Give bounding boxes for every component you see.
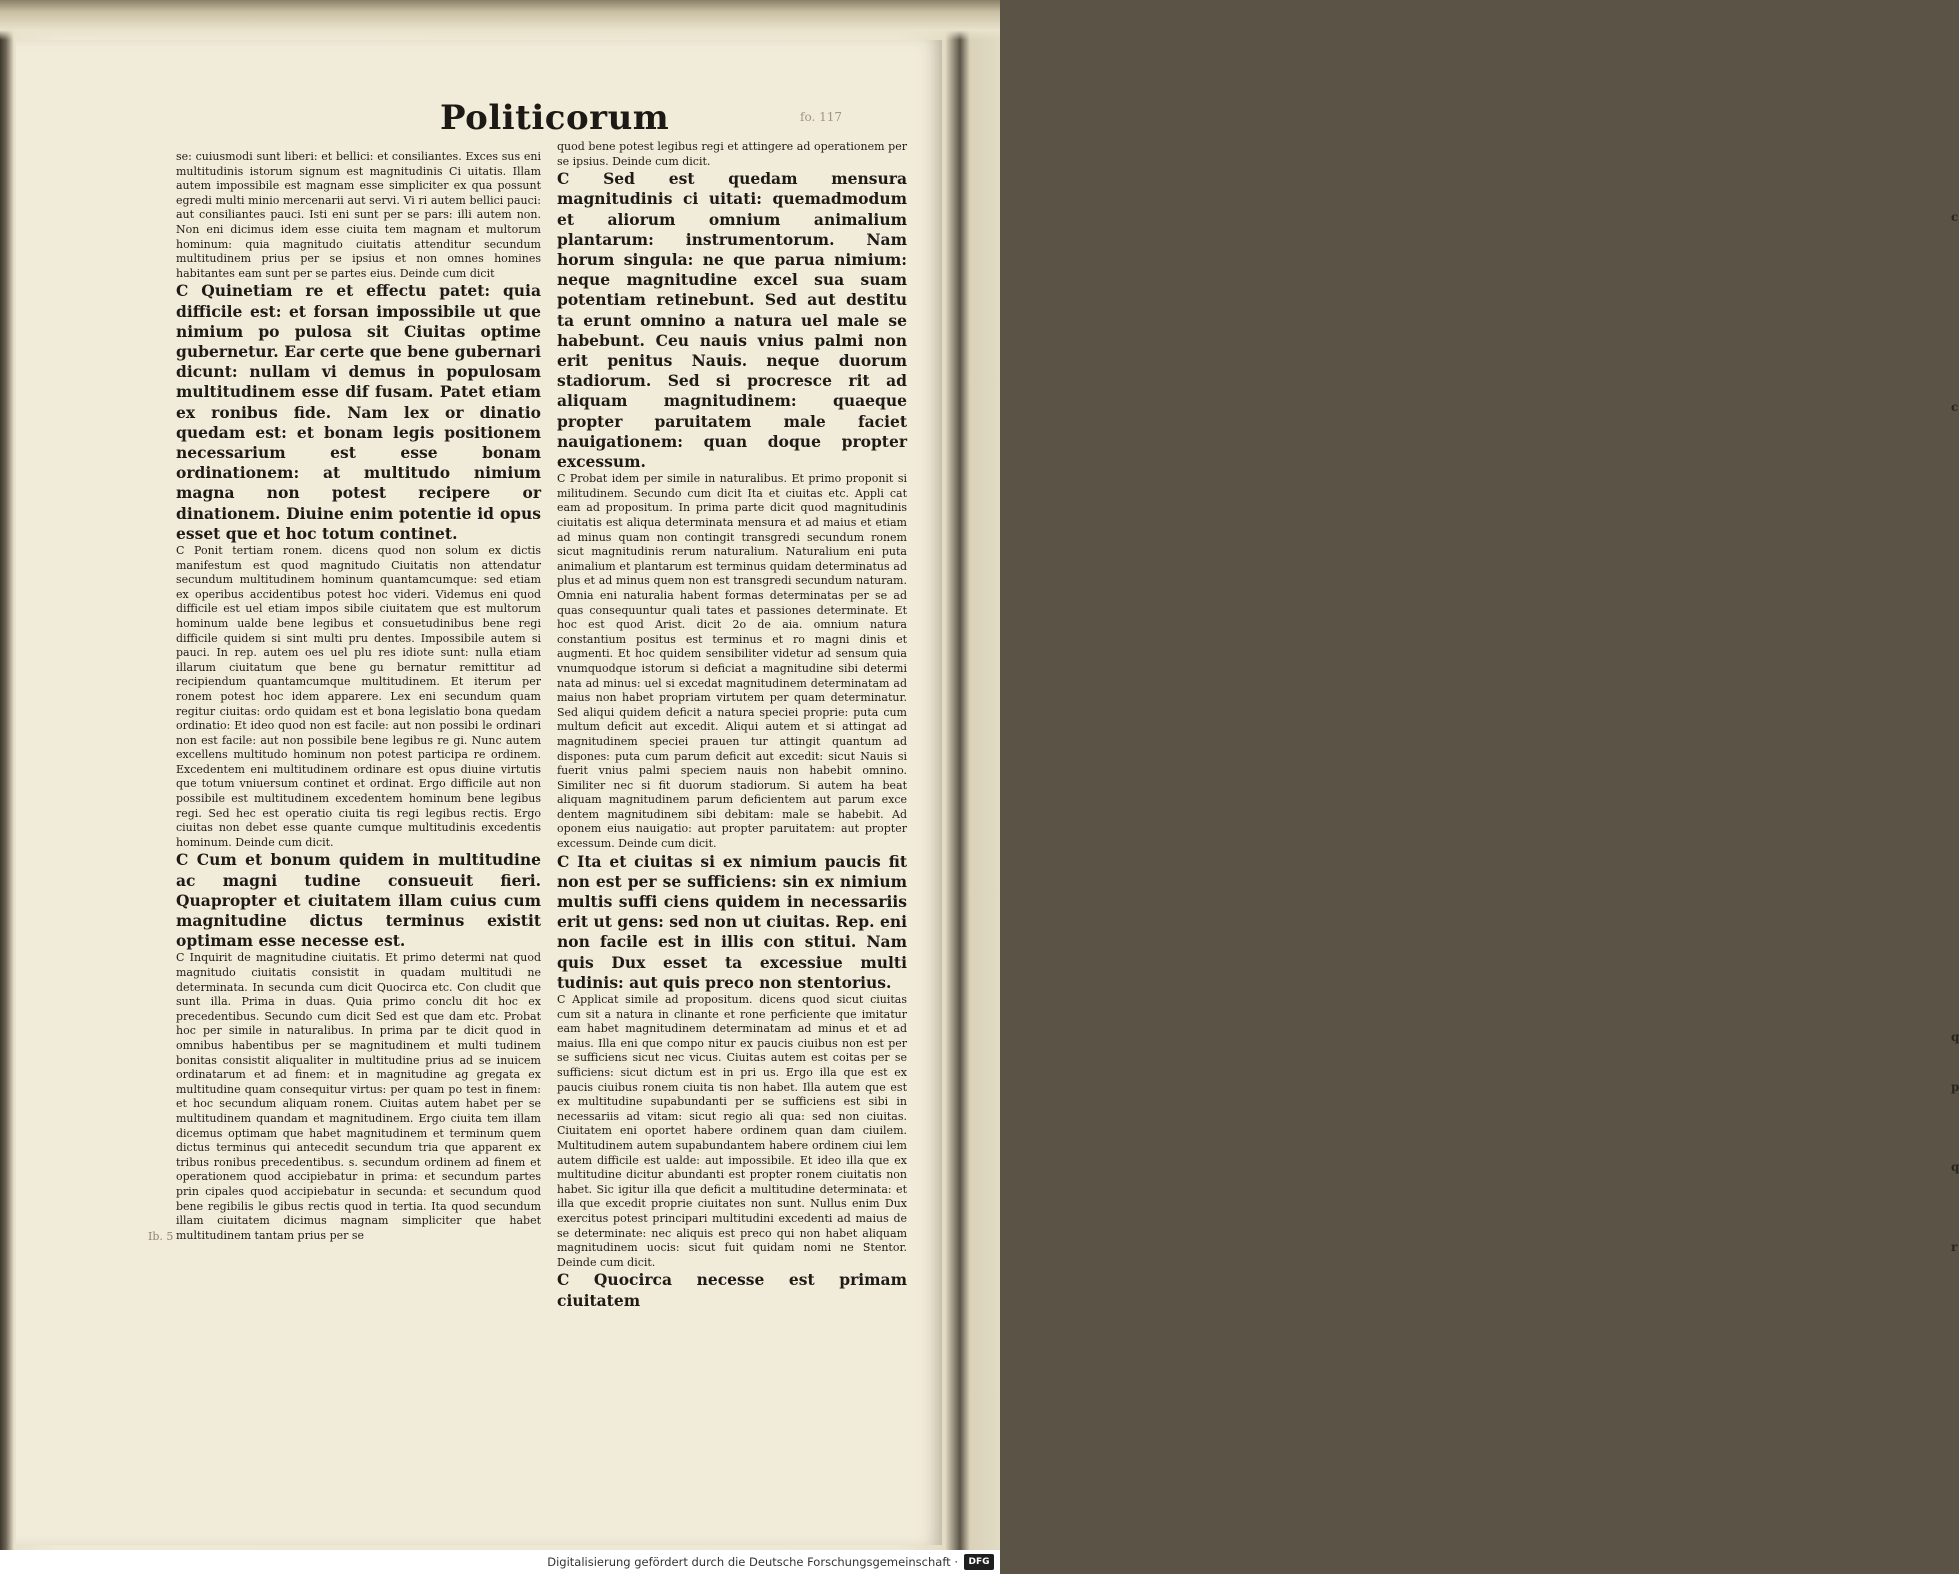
- paragraph-9: C Ita et ciuitas si ex nimium paucis fit non est per se sufficiens: sin ex nimium multis suffi ciens quidem in necessariis erit ut gens: sed non ut ciuitas. Rep. eni non facile est in illis con stitui. Nam quis Dux esset ta excessiue multi tudinis: aut quis preco non stentorius.: [557, 851, 907, 992]
- paragraph-4: C Cum et bonum quidem in multitudine ac magni tudine consueuit fieri. Quapropter et ciuitatem illam cuius cum magnitudine dictus terminus existit optimam esse necesse est.: [176, 850, 541, 951]
- facing-page-letter: p: [1951, 1080, 1959, 1094]
- paragraph-8: C Probat idem per simile in naturalibus. Et primo proponit si militudinem. Secundo cum dicit Ita et ciuitas etc. Appli cat eam ad propositum. In prima parte dicit quod magnitudinis ciuitatis est aliqua determinata mensura et ad maius et etiam ad minus quam non contingit transgredi secundum ronem sicut magnitudinis rerum naturalium. Naturalium eni puta animalium et plantarum est terminus quidam determinatus ad plus et ad minus quem non est transgredi secundum naturam. Omnia eni naturalia habent formas determinatas per se ad quas consequuntur quali tates et passiones determinate. Et hoc est quod Arist. dicit 2o de aia. omnium natura constantium positus est terminus et ro magni dinis et augmenti. Et hoc quidem sensibiliter videtur ad sensum quia vnumquodque istorum si deficiat a magnitudine sibi determi nata ad minus: uel si excedat magnitudinem determinatam ad maius non habet propriam virtutem per quam determinatur. Sed aliqui quidem deficit a natura speciei proprie: puta cum multum deficit aut excedit. Aliqui autem et si attingat ad magnitudinem speciei prauen tur attingit quantum ad dispones: puta cum parum deficit aut excedit: sicut Nauis si fuerit vnius palmi speciem nauis non habebit omnino. Similiter nec si fit duorum stadiorum. Si autem ha beat aliquam magnitudinem parum deficientem aut parum exce dentem magnitudinem sibi debitam: male se habebit. Ad oponem eius nauigatio: aut propter paruitatem: aut propter excessum. Deinde cum dicit.: [557, 472, 907, 851]
- paragraph-6: quod bene potest legibus regi et attingere ad operationem per se ipsius. Deinde cum dicit.: [557, 140, 907, 168]
- facing-page-letter: q: [1951, 1160, 1959, 1174]
- facing-page-letter: c: [1951, 210, 1959, 224]
- paragraph-11: C Quocirca necesse est primam ciuitatem: [557, 1270, 907, 1310]
- paragraph-2: C Quinetiam re et effectu patet: quia difficile est: et forsan impossibile ut que nimium po pulosa sit Ciuitas optime gubernetur. Ear certe que bene gubernari dicunt: nullam vi demus in populosam multitudinem esse dif fusam. Patet etiam ex ronibus fide. Nam lex or dinatio quedam est: et bonam legis positionem necessarium est esse bonam ordinationem: at multitudo nimium magna non potest recipere or dinationem. Diuine enim potentie id opus esset que et hoc totum continet.: [176, 281, 541, 543]
- facing-page-letter: c: [1951, 400, 1959, 414]
- paragraph-3: C Ponit tertiam ronem. dicens quod non solum ex dictis manifestum est quod magnitudo Ciuitatis non attendatur secundum multitudinem hominum quantamcumque: sed etiam ex operibus accidentibus potest hoc videri. Videmus eni quod difficile est uel etiam impos sibile ciuitatem que est multorum hominum ualde bene legibus et consuetudinibus bene regi difficile quidem si sint multi pru dentes. Impossibile autem si pauci. In rep. autem oes uel plu res idiote sunt: nulla etiam illarum ciuitatum que bene gu bernatur remittitur ad recipiendum quantamcumque multitudinem. Et iterum per ronem potest hoc idem apparere. Lex eni secundum quam regitur ciuitas: ordo quidam est et bona legislatio bona quedam ordinatio: Et ideo quod non est facile: aut non possibi le ordinari non est facile: aut non possibile bene legibus re gi. Nunc autem excellens multitudo hominum non potest participa re ordinem. Excedentem eni multitudinem ordinare est opus diuine virtutis que totum vniuersum continet et ordinat. Ergo difficile aut non possibile est multitudinem excedentem hominum bene legibus regi. Sed hec est operatio ciuita tis regi legibus rectis. Ergo ciuitas non debet esse quante cumque multitudinis excedentis hominum. Deinde cum dicit.: [176, 543, 541, 849]
- left-column: [176, 150, 541, 1243]
- footer-bar: [0, 1550, 1000, 1574]
- paragraph-5: C Inquirit de magnitudine ciuitatis. Et primo determi nat quod magnitudo ciuitatis consistit in quadam multitudi ne determinata. In secunda cum dicit Quocirca etc. Con cludit que sunt illa. Prima in duas. Quia primo conclu dit hoc ex precedentibus. Secundo cum dicit Sed est que dam etc. Probat hoc per simile in naturalibus. In prima par te dicit quod in omnibus habentibus per se magnitudinem et multi tudinem bonitas consistit aliqualiter in multitudine prius ad se inuicem ordinatarum et ad finem: et in magnitudine ag gregata ex multitudine quam consequitur virtus: per quam po test in finem: et hoc secundum aliquam ronem. Ciuitas autem habet per se multitudinem quandam et magnitudinem. Ergo ciuita tem illam dicemus optimam que habet magnitudinem et terminum quem dictus terminus qui antecedit secundum tria que apparent ex tribus ronibus precedentibus. s. secundum ordinem ad finem et operationem quod accipiebatur in prima: et secundum partes prin cipales quod accipiebatur in secunda: et secundum quod bene regibilis le gibus rectis quod in tertia. Ita quod secundum illam ciuitatem dicimus magnam simpliciter que habet multitudinem tantam prius per se: [176, 951, 541, 1242]
- right-column: [557, 140, 907, 1311]
- funding-note: Digitalisierung gefördert durch die Deutsche Forschungsgemeinschaft ·: [547, 1555, 958, 1569]
- facing-page-letter: r: [1951, 1240, 1958, 1254]
- facing-page-letter: q: [1951, 1030, 1959, 1044]
- dfg-logo: DFG: [964, 1554, 994, 1570]
- paragraph-7: C Sed est quedam mensura magnitudinis ci uitati: quemadmodum et aliorum omnium animalium plantarum: instrumentorum. Nam horum singula: ne que parua nimium: neque magnitudine excel sua suam potentiam retinebunt. Sed aut destitu ta erunt omnino a natura uel male se habebunt. Ceu nauis vnius palmi non erit penitus Nauis. neque duorum stadiorum. Sed si procresce rit ad aliquam magnitudinem: quaeque propter paruitatem male faciet nauigationem: quan doque propter excessum.: [557, 169, 907, 472]
- paragraph-10: C Applicat simile ad propositum. dicens quod sicut ciuitas cum sit a natura in clinante et rone perficiente que imitatur eam habet magnitudinem determinatam ad minus et et ad maius. Illa eni que compo nitur ex paucis ciuibus non est per se sufficiens sicut nec vicus. Ciuitas autem est coitas per se sufficiens: sicut dictum est in pri us. Ergo illa que est ex paucis ciuibus ronem ciuita tis non habet. Illa autem que est ex multitudine supabundanti per se sufficiens est sibi in necessariis ad vitam: sicut regio ali qua: sed non ciuitas. Ciuitatem eni oportet habere ordinem quan dam ciuilem. Multitudinem autem supabundantem habere ordinem ciui lem autem difficile est ualde: aut impossibile. Et ideo illa que ex multitudine dicitur abundanti est propter ronem ciuitatis non habet. Sic igitur illa que deficit a multitudine determinata: et illa que excedit proprie ciuitates non sunt. Nullus enim Dux exercitus potest principari multitudini excedenti ad maius de se determinate: nec aliquis est preco qui non habet aliquam magnitudinem uocis: sicut fuit quidam nomi ne Stentor. Deinde cum dicit.: [557, 993, 907, 1269]
- running-header: Politicorum: [440, 98, 670, 138]
- margin-note: Ib. 5: [148, 1230, 174, 1243]
- page-top-edge: [0, 0, 1000, 40]
- facing-page-strip: [960, 40, 1959, 1540]
- paragraph-1: se: cuiusmodi sunt liberi: et bellici: et consiliantes. Exces sus eni multitudinis istorum signum est magnitudinis Ci uitatis. Illam autem impossibile est magnam esse simpliciter ex qua possunt egredi multi minio mercenarii aut servi. Vi ri autem bellici pauci: aut consiliantes pauci. Isti eni sunt per se pars: illi autem non. Non eni dicimus idem esse ciuita tem magnam et multorum hominum: quia magnitudo ciuitatis attenditur secundum multitudinem prius per se ipsius et non omnes homines habitantes eam sunt per se partes eius. Deinde cum dicit: [176, 150, 541, 280]
- folio-mark: fo. 117: [800, 110, 842, 124]
